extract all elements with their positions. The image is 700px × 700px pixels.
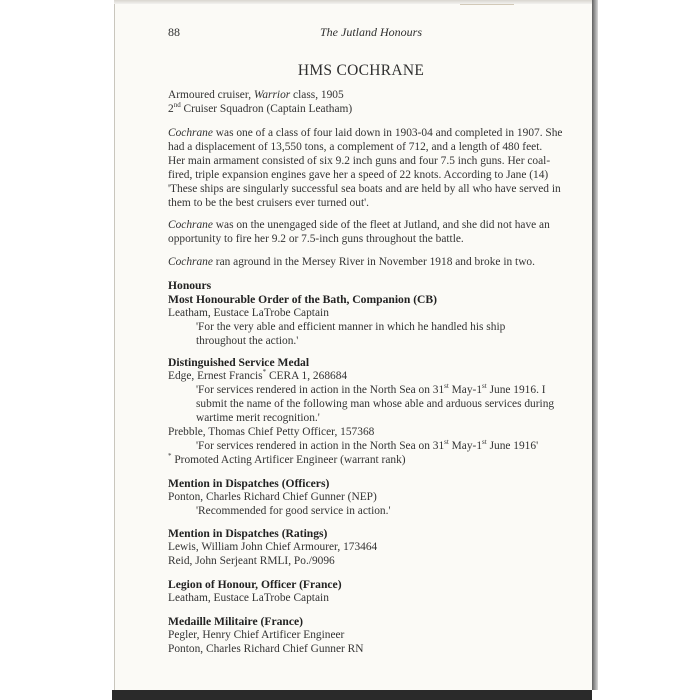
page-edge-shadow [592, 0, 598, 690]
bath-heading: Most Honourable Order of the Bath, Companion (CB) [168, 293, 438, 306]
mid-ratings-heading: Mention in Dispatches (Ratings) [168, 527, 328, 540]
mid-officers-citation: 'Recommended for good service in action.' [196, 505, 391, 517]
para1-line-2: had a displacement of 13,550 tons, a complement of 712, and a length of 480 feet. [168, 141, 543, 153]
scan-left-margin [0, 0, 114, 700]
para1-line-3: Her main armament consisted of six 9.2 inch guns and four 7.5 inch guns. Her coal- [168, 155, 551, 167]
bath-entry: Leatham, Eustace LaTrobe Captain [168, 307, 329, 319]
medaille-entry-2: Ponton, Charles Richard Chief Gunner RN [168, 643, 364, 655]
running-title: The Jutland Honours [320, 25, 422, 39]
dsm-entry-edge: Edge, Ernest Francis* CERA 1, 268684 [168, 368, 348, 382]
intro-line-1: Armoured cruiser, Warrior class, 1905 [168, 89, 344, 101]
honours-heading: Honours [168, 279, 212, 292]
medaille-heading: Medaille Militaire (France) [168, 615, 303, 628]
page-number: 88 [168, 25, 180, 39]
para2-line-2: opportunity to fire her 9.2 or 7.5-inch guns throughout the battle. [168, 233, 464, 245]
para1-line-6: them to be the best cruisers ever turned out'. [168, 197, 370, 209]
para1-line-5: 'These ships are singularly successful sea boats and are held by all who have served in [168, 183, 561, 195]
dsm-heading: Distinguished Service Medal [168, 356, 310, 369]
bath-citation-2: throughout the action.' [196, 335, 299, 347]
legion-heading: Legion of Honour, Officer (France) [168, 578, 342, 591]
dsm-edge-citation-2: submit the name of the following man whose able and arduous services during [196, 398, 555, 410]
medaille-entry-1: Pegler, Henry Chief Artificer Engineer [168, 629, 345, 641]
dsm-prebble-citation: 'For services rendered in action in the North Sea on 31st May-1st June 1916' [196, 438, 539, 452]
para3-line-1: Cochrane ran aground in the Mersey River in November 1918 and broke in two. [168, 256, 535, 268]
legion-entry: Leatham, Eustace LaTrobe Captain [168, 592, 329, 604]
scan-bottom-edge [112, 690, 594, 700]
mid-officers-heading: Mention in Dispatches (Officers) [168, 477, 330, 490]
intro-line-2: 2nd Cruiser Squadron (Captain Leatham) [168, 101, 353, 115]
mid-ratings-entry-2: Reid, John Serjeant RMLI, Po./9096 [168, 555, 335, 567]
para2-line-1: Cochrane was on the unengaged side of the fleet at Jutland, and she did not have an [168, 219, 550, 231]
dsm-edge-citation-1: 'For services rendered in action in the North Sea on 31st May-1st June 1916. I [196, 382, 546, 396]
mid-officers-entry: Ponton, Charles Richard Chief Gunner (NEP) [168, 491, 377, 503]
mid-ratings-entry-1: Lewis, William John Chief Armourer, 173464 [168, 541, 378, 553]
scan-right-margin [592, 0, 700, 700]
dsm-entry-prebble: Prebble, Thomas Chief Petty Officer, 157368 [168, 426, 375, 438]
bath-citation-1: 'For the very able and efficient manner in which he handled his ship [196, 321, 506, 333]
para1-line-1: Cochrane was one of a class of four laid down in 1903-04 and completed in 1907. She [168, 127, 563, 139]
page-title: HMS COCHRANE [297, 62, 425, 79]
top-edge-mark [460, 0, 514, 5]
dsm-edge-citation-3: wartime merit recognition.' [196, 412, 320, 424]
dsm-footnote: * Promoted Acting Artificer Engineer (warrant rank) [168, 452, 406, 466]
para1-line-4: fired, triple expansion engines gave her a speed of 22 knots. According to Jane (14) [168, 169, 549, 181]
